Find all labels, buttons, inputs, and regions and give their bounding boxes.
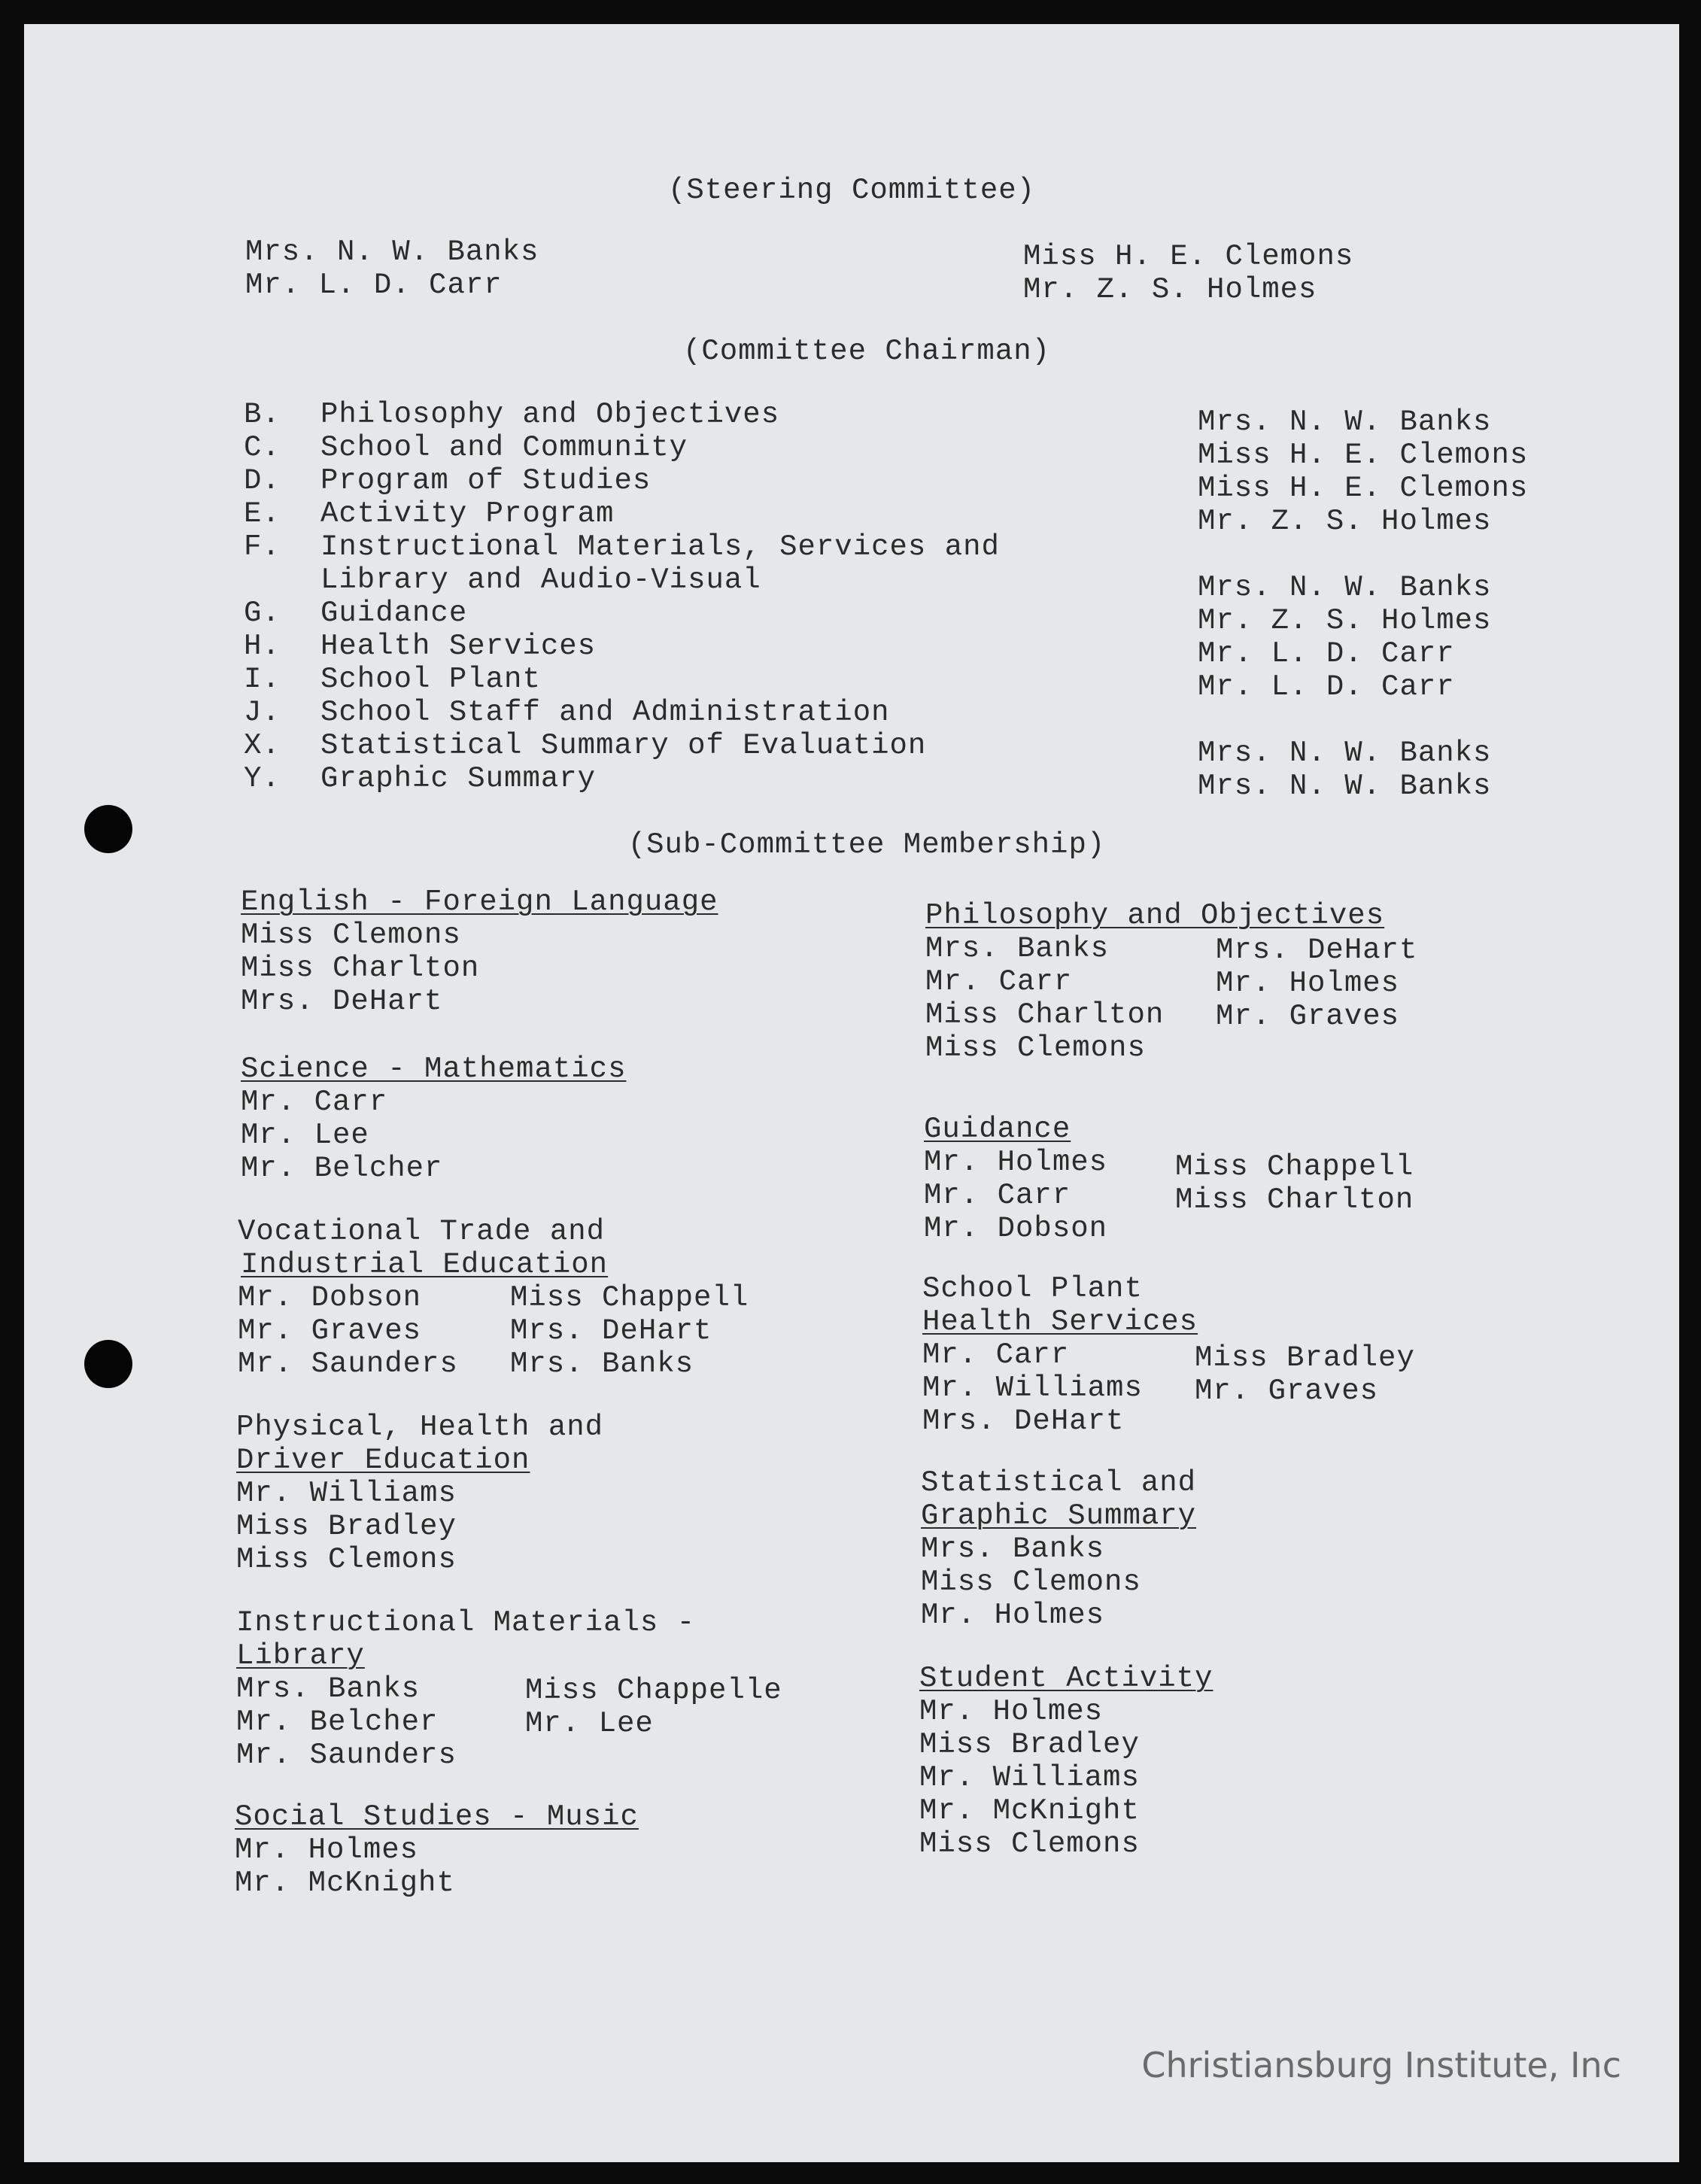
vocational-members-left [238, 1281, 458, 1381]
member-name: Miss Clemons [919, 1827, 1140, 1861]
steering-member: Mrs. N. W. Banks [245, 235, 539, 269]
member-name: Mr. Dobson [924, 1212, 1108, 1245]
chair-name: Miss H. E. Clemons [1198, 472, 1529, 505]
chair-name: Mrs. N. W. Banks [1198, 737, 1492, 770]
member-name: Miss Bradley [236, 1510, 457, 1543]
member-name: Mr. Carr [925, 965, 1073, 998]
subcommittee-heading: (Sub-Committee Membership) [627, 828, 1106, 861]
member-name: Mr. Carr [922, 1338, 1070, 1371]
document-page [24, 24, 1679, 2162]
guidance-members-right [1175, 1150, 1414, 1217]
statistical-members [921, 1532, 1141, 1632]
vocational-members-right [510, 1281, 749, 1381]
chair-title: Guidance [320, 597, 468, 630]
member-name: Miss Clemons [236, 1543, 457, 1576]
instructional-title: Instructional Materials - [236, 1606, 696, 1639]
chair-title: Instructional Materials, Services and [320, 530, 1000, 563]
physical-title: Physical, Health and [236, 1411, 604, 1444]
chair-letter: X. [244, 729, 281, 762]
member-name: Miss Chappell [1175, 1150, 1414, 1183]
member-name: Mr. Carr [924, 1179, 1071, 1212]
chair-title: Graphic Summary [320, 762, 597, 795]
member-name: Mrs. DeHart [1216, 934, 1418, 967]
chair-title: Program of Studies [320, 464, 652, 497]
chair-title: Philosophy and Objectives [320, 398, 780, 431]
member-name: Miss Chappelle [525, 1674, 782, 1707]
english-title: English - Foreign Language [241, 885, 718, 919]
statistical-title-continued: Graphic Summary [921, 1499, 1197, 1532]
chairman-heading: (Committee Chairman) [682, 335, 1051, 368]
chair-name: Mr. L. D. Carr [1198, 637, 1455, 670]
instructional-members-right [525, 1674, 782, 1740]
chair-name: Mrs. N. W. Banks [1198, 770, 1492, 803]
chair-name: Mr. Z. S. Holmes [1198, 505, 1492, 538]
guidance-title: Guidance [924, 1113, 1071, 1146]
english-members [241, 919, 479, 1018]
member-name: Mr. Carr [241, 1086, 388, 1119]
chair-letter: Y. [244, 762, 281, 795]
chair-name: Mrs. N. W. Banks [1198, 406, 1492, 439]
member-name: Miss Charlton [1175, 1183, 1414, 1217]
member-name: Miss Bradley [1195, 1341, 1415, 1374]
vocational-title: Vocational Trade and [238, 1215, 606, 1248]
chair-title: School Plant [320, 663, 541, 696]
member-name: Mr. Belcher [241, 1152, 443, 1185]
member-name: Mr. McKnight [919, 1794, 1140, 1827]
member-name: Mr. Holmes [235, 1833, 419, 1867]
science-title: Science - Mathematics [241, 1053, 627, 1086]
watermark-text: Christiansburg Institute, Inc [1141, 2045, 1621, 2085]
member-name: Mrs. DeHart [510, 1314, 712, 1347]
chair-letter: H. [244, 630, 281, 663]
chair-letter: B. [244, 398, 281, 431]
member-name: Mr. Williams [919, 1761, 1140, 1794]
instructional-title-continued: Library [236, 1639, 365, 1672]
plant-title-continued: Health Services [922, 1305, 1198, 1338]
statistical-title: Statistical and [921, 1466, 1197, 1499]
member-name: Mrs. Banks [236, 1672, 421, 1706]
science-members [241, 1086, 442, 1185]
student-activity-members [919, 1695, 1140, 1861]
member-name: Mr. Lee [525, 1707, 654, 1740]
member-name: Mrs. DeHart [922, 1405, 1125, 1438]
chair-title: Activity Program [320, 497, 615, 530]
member-name: Mr. Holmes [919, 1695, 1104, 1728]
chair-name: Mr. L. D. Carr [1198, 670, 1455, 703]
member-name: Miss Clemons [925, 1031, 1146, 1065]
philosophy-title: Philosophy and Objectives [925, 899, 1385, 932]
member-name: Miss Clemons [921, 1566, 1141, 1599]
chair-name: Mr. Z. S. Holmes [1198, 604, 1492, 637]
chair-title: School Staff and Administration [320, 696, 890, 729]
chair-letter: G. [244, 597, 281, 630]
chair-letter: C. [244, 431, 281, 464]
guidance-members-left [924, 1146, 1107, 1245]
member-name: Mr. Graves [1195, 1374, 1379, 1408]
member-name: Miss Charlton [925, 998, 1165, 1031]
physical-title-continued: Driver Education [236, 1444, 530, 1477]
physical-members [236, 1477, 457, 1576]
instructional-members-left [236, 1672, 457, 1772]
member-name: Mr. Saunders [238, 1347, 458, 1381]
philosophy-members-right [1216, 934, 1417, 1033]
chair-title: Health Services [320, 630, 597, 663]
chair-letter: F. [244, 530, 281, 563]
member-name: Miss Charlton [241, 952, 480, 985]
member-name: Mr. Saunders [236, 1739, 457, 1772]
member-name: Mr. Holmes [921, 1599, 1105, 1632]
member-name: Miss Clemons [241, 919, 461, 952]
plant-members-left [922, 1338, 1143, 1438]
chair-letter: D. [244, 464, 281, 497]
member-name: Mr. Dobson [238, 1281, 422, 1314]
steering-member: Mr. Z. S. Holmes [1023, 273, 1317, 306]
steering-member: Mr. L. D. Carr [245, 269, 503, 302]
member-name: Mrs. DeHart [241, 985, 443, 1018]
member-name: Mr. Williams [236, 1477, 457, 1510]
member-name: Mrs. Banks [510, 1347, 694, 1381]
member-name: Mrs. Banks [921, 1532, 1105, 1566]
chair-letter: J. [244, 696, 281, 729]
student-activity-title: Student Activity [919, 1662, 1213, 1695]
chair-title: School and Community [320, 431, 688, 464]
punch-hole [84, 805, 132, 853]
member-name: Mr. Holmes [1216, 967, 1400, 1000]
member-name: Mr. McKnight [235, 1867, 455, 1900]
steering-member: Miss H. E. Clemons [1023, 240, 1354, 273]
social-title: Social Studies - Music [235, 1800, 639, 1833]
member-name: Mr. Williams [922, 1371, 1143, 1405]
member-name: Mr. Graves [1216, 1000, 1400, 1033]
member-name: Mr. Holmes [924, 1146, 1108, 1179]
steering-heading: (Steering Committee) [667, 174, 1036, 207]
chair-letter: I. [244, 663, 281, 696]
member-name: Mr. Belcher [236, 1706, 439, 1739]
chair-title: Statistical Summary of Evaluation [320, 729, 927, 762]
philosophy-members-left [925, 932, 1164, 1065]
plant-members-right [1195, 1341, 1415, 1408]
member-name: Miss Chappell [510, 1281, 749, 1314]
vocational-title-continued: Industrial Education [241, 1248, 609, 1281]
chair-name: Miss H. E. Clemons [1198, 439, 1529, 472]
chair-title-continued: Library and Audio-Visual [320, 563, 761, 597]
chair-name: Mrs. N. W. Banks [1198, 571, 1492, 604]
member-name: Mr. Graves [238, 1314, 422, 1347]
plant-title: School Plant [922, 1272, 1143, 1305]
punch-hole [84, 1340, 132, 1388]
member-name: Miss Bradley [919, 1728, 1140, 1761]
chair-letter: E. [244, 497, 281, 530]
member-name: Mrs. Banks [925, 932, 1110, 965]
member-name: Mr. Lee [241, 1119, 369, 1152]
social-members [235, 1833, 455, 1900]
